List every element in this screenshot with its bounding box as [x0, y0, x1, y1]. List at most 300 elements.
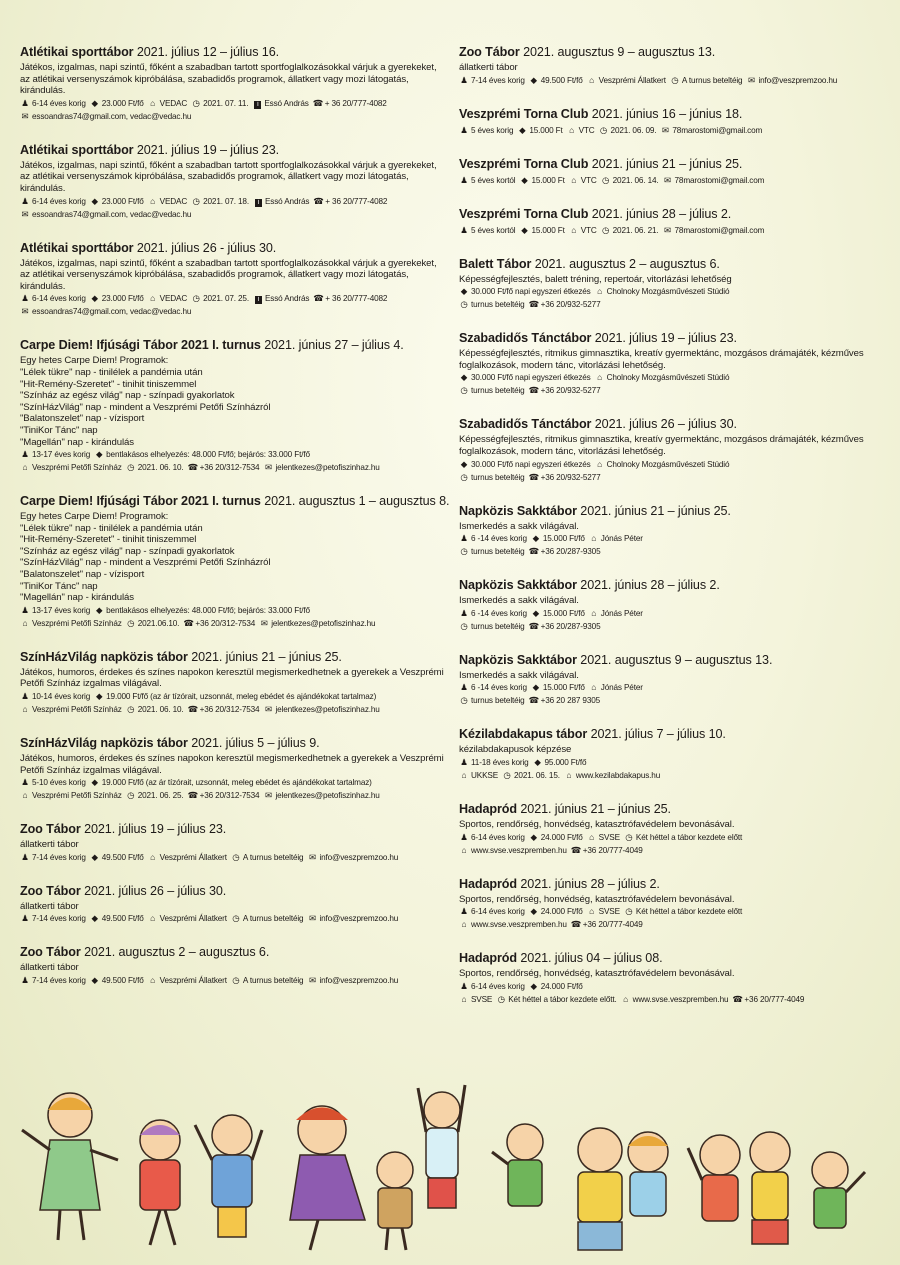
camp-dates: 2021. június 21 – június 25. [191, 649, 342, 664]
camp-name: SzínHázVilág napközis tábor [20, 649, 188, 664]
meta-text: A turnus beteltéig [242, 852, 304, 862]
meta-text: 49.500 Ft/fő [540, 75, 583, 85]
camp-description: Ismerkedés a sakk világával. [459, 669, 579, 681]
camp-description: kézilabdakapusok képzése [459, 744, 572, 756]
left-column [20, 44, 450, 1006]
person-icon: ♟ [21, 691, 29, 702]
person-icon: ♟ [460, 831, 468, 842]
camp-title [20, 883, 450, 899]
meta-item [459, 683, 527, 692]
camp-name: Szabadidős Tánctábor [459, 331, 592, 346]
camp-description: Petőfi Színház izgalmas világával. [20, 678, 162, 690]
camp-entry [459, 652, 884, 708]
meta-item [253, 197, 309, 206]
meta-text: 15.000 Ft [531, 225, 565, 235]
child-9 [628, 1132, 668, 1216]
meta-item [313, 197, 387, 206]
meta-item [188, 705, 260, 714]
meta-item [94, 606, 310, 615]
camp-title [459, 577, 884, 593]
camp-description: Egy hetes Carpe Diem! Programok: [20, 355, 169, 367]
meta-text: 7-14 éves korig [32, 914, 86, 924]
camp-meta-row [20, 208, 450, 221]
camp-description: kirándulás. [20, 182, 66, 194]
price-tag-icon: ◆ [95, 449, 103, 460]
child-8 [578, 1128, 622, 1250]
meta-item [529, 547, 601, 556]
phone-icon: ☎ [528, 546, 540, 557]
price-tag-icon: ◆ [95, 691, 103, 702]
house-icon: ⌂ [589, 906, 595, 917]
meta-text: SVSE [598, 832, 620, 842]
camp-entry [459, 256, 884, 312]
info-icon: i [254, 101, 261, 109]
meta-item [589, 534, 643, 543]
meta-text: 10-14 éves korig [32, 692, 91, 702]
camp-description: állatkerti tábor [20, 962, 79, 974]
meta-text: 2021. 07. 18. [203, 196, 249, 206]
meta-text: 78marostomi@gmail.com [672, 125, 763, 135]
meta-item [502, 771, 560, 780]
person-icon: ♟ [460, 124, 468, 135]
camp-description: Játékos, humoros, érdekes és színes napokon keresztül megismerkedhetnek a gyerekek a Veszprémi [20, 753, 444, 765]
meta-text: bentlakásos elhelyezés: 48.000 Ft/fő; bejárós: 33.000 Ft/fő [106, 605, 310, 615]
meta-item [624, 833, 742, 842]
meta-text: Jónás Péter [600, 683, 643, 693]
meta-item [569, 226, 597, 235]
camp-name: Zoo Tábor [20, 945, 81, 960]
meta-text: Essó András [264, 98, 309, 108]
price-tag-icon: ◆ [95, 604, 103, 615]
meta-item [529, 833, 583, 842]
camp-meta-row [459, 174, 884, 187]
camp-meta-row [459, 458, 884, 471]
meta-text: SVSE [598, 907, 620, 917]
meta-item [191, 197, 249, 206]
person-icon: ♟ [460, 533, 468, 544]
phone-icon: ☎ [732, 993, 743, 1004]
meta-item [459, 76, 525, 85]
camp-entry [20, 883, 450, 926]
price-tag-icon: ◆ [532, 682, 540, 693]
camp-meta-row [459, 298, 884, 311]
meta-text: 2021.06.10. [137, 618, 180, 628]
clock-icon: ◷ [127, 617, 135, 628]
meta-item[interactable] [259, 619, 375, 628]
camp-description: Sportos, rendőrség, honvédség, katasztrófavédelem bevonásával. [459, 893, 735, 905]
meta-text: info@veszpremzoo.hu [758, 75, 838, 85]
meta-text: info@veszpremzoo.hu [319, 852, 399, 862]
meta-item[interactable] [307, 853, 398, 862]
house-icon: ⌂ [597, 286, 603, 297]
meta-item [595, 287, 730, 296]
camp-name: Atlétikai sporttábor [20, 240, 134, 255]
email-icon: ✉ [308, 913, 316, 924]
meta-text: Jónás Péter [600, 534, 643, 544]
meta-item [459, 609, 527, 618]
meta-item [148, 853, 227, 862]
meta-item[interactable] [663, 176, 765, 185]
person-icon: ♟ [460, 174, 468, 185]
camp-description: Játékos, izgalmas, napi szintű, főként a szabadban tartott sportfoglalkozásokkal várjuk a gyerekeket, [20, 62, 437, 73]
phone-icon: ☎ [187, 704, 199, 715]
child-11 [750, 1132, 790, 1244]
camp-description: "TiniKor Tánc" nap [20, 580, 98, 592]
email-icon: ✉ [260, 617, 268, 628]
camp-meta-row [20, 110, 450, 123]
camp-name: Napközis Sakktábor [459, 503, 577, 518]
meta-item [231, 976, 304, 985]
price-tag-icon: ◆ [530, 74, 537, 85]
phone-icon: ☎ [528, 695, 540, 706]
camp-meta-row [459, 694, 884, 707]
meta-item [587, 907, 620, 916]
meta-text: 24.000 Ft/fő [540, 832, 583, 842]
meta-item [459, 907, 525, 916]
camp-description: az atlétikai versenyszámok kipróbálása, szabadidős programok, állatkert vagy mozi látogatás, [20, 73, 409, 85]
price-tag-icon: ◆ [530, 906, 537, 917]
camp-description: "Magellán" nap - kirándulás [20, 436, 134, 448]
clock-icon: ◷ [127, 790, 135, 801]
camp-description: "Színház az egész világ" nap - színpadi gyakorlatok [20, 545, 235, 557]
house-icon: ⌂ [591, 607, 597, 618]
clock-icon: ◷ [671, 74, 679, 85]
clock-icon: ◷ [625, 831, 633, 842]
price-tag-icon: ◆ [521, 174, 528, 185]
child-7 [492, 1124, 543, 1206]
meta-item [571, 846, 643, 855]
person-icon: ♟ [21, 449, 29, 460]
phone-icon: ☎ [313, 195, 324, 206]
meta-item[interactable] [307, 976, 398, 985]
meta-text: turnus beteltéig [471, 621, 525, 631]
meta-item [459, 833, 525, 842]
camp-description: Képességfejlesztés, balett tréning, repertoár, vitorlázási lehetőség [459, 273, 732, 285]
meta-item [569, 176, 597, 185]
meta-text: 13-17 éves korig [32, 605, 91, 615]
meta-text: 13-17 éves korig [32, 450, 91, 460]
camp-name: Hadapród [459, 951, 517, 966]
person-icon: ♟ [460, 906, 468, 917]
camp-meta-row [459, 980, 884, 993]
price-tag-icon: ◆ [91, 975, 98, 985]
camp-description: foglalkozások, modern tánc, vitorlázási lehetőség. [459, 359, 666, 371]
meta-item [459, 771, 498, 780]
meta-text: www.svse.veszpremben.hu [632, 994, 729, 1004]
meta-text: 6-14 éves korig [32, 294, 86, 304]
camp-name: SzínHázVilág napközis tábor [20, 736, 188, 751]
meta-text: 6 -14 éves korig [471, 608, 527, 618]
camp-name: Carpe Diem! Ifjúsági Tábor 2021 I. turnus [20, 494, 261, 509]
house-icon: ⌂ [597, 372, 603, 383]
email-icon: ✉ [747, 74, 755, 85]
camp-entry [20, 649, 450, 716]
camp-description: "SzínHázVilág" nap - mindent a Veszprémi Petőfi Színházról [20, 557, 271, 569]
meta-text: 6-14 éves korig [32, 196, 86, 206]
meta-item [601, 176, 659, 185]
camp-meta-row [459, 831, 884, 844]
meta-item [459, 995, 492, 1004]
meta-item [589, 683, 643, 692]
meta-item[interactable] [263, 791, 379, 800]
camp-meta-row [20, 690, 450, 703]
meta-text: Cholnoky Mozgásművészeti Stúdió [606, 287, 730, 297]
price-tag-icon: ◆ [460, 372, 468, 383]
house-icon: ⌂ [150, 293, 156, 304]
camp-dates: 2021. augusztus 2 – augusztus 6. [534, 256, 720, 271]
child-6 [418, 1085, 465, 1208]
phone-icon: ☎ [528, 385, 540, 396]
meta-text: + 36 20/777-4082 [325, 196, 388, 206]
camp-entry [20, 821, 450, 864]
clock-icon: ◷ [232, 975, 240, 985]
house-icon: ⌂ [571, 224, 577, 235]
meta-item[interactable] [459, 846, 567, 855]
clock-icon: ◷ [602, 224, 610, 235]
camp-meta-row [459, 471, 884, 484]
meta-text: 6-14 éves korig [471, 832, 525, 842]
camp-name: Szabadidős Tánctábor [459, 417, 592, 432]
meta-text: +36 20/312-7534 [199, 705, 260, 715]
camp-title [20, 944, 450, 960]
meta-item [459, 622, 525, 631]
meta-item [519, 176, 564, 185]
meta-item [126, 463, 184, 472]
camp-title [459, 652, 884, 668]
meta-item [587, 76, 666, 85]
price-tag-icon: ◆ [91, 195, 98, 206]
meta-item [253, 294, 309, 303]
meta-item [20, 705, 122, 714]
camp-name: Atlétikai sporttábor [20, 45, 134, 59]
meta-text: essoandras74@gmail.com, vedac@vedac.hu [32, 209, 192, 219]
meta-text: +36 20/777-4049 [582, 845, 643, 855]
meta-item[interactable] [263, 705, 379, 714]
camp-description: "TiniKor Tánc" nap [20, 424, 98, 436]
camp-dates: 2021. augusztus 9 – augusztus 13. [580, 652, 773, 667]
camp-dates: 2021. augusztus 1 – augusztus 8. [264, 494, 450, 509]
meta-item[interactable] [564, 771, 660, 780]
meta-item [601, 226, 659, 235]
meta-text: 5-10 éves korig [32, 778, 86, 788]
clock-icon: ◷ [127, 704, 135, 715]
camp-meta-row [459, 905, 884, 918]
camp-title [459, 106, 884, 122]
person-icon: ♟ [21, 604, 29, 615]
meta-text: 19.000 Ft/fő (az ár tízórait, uzsonnát, meleg ebédet és ajándékokat tartalmaz) [106, 692, 377, 702]
camp-meta-row [459, 769, 884, 782]
meta-text: 6-14 éves korig [471, 907, 525, 917]
camp-description: "Hit-Remény-Szeretet" - tinihit tiniszemmel [20, 534, 197, 546]
camp-description: állatkerti tábor [459, 62, 518, 73]
price-tag-icon: ◆ [460, 286, 468, 297]
meta-item [595, 373, 730, 382]
meta-item [517, 126, 562, 135]
camp-dates: 2021. június 16 – június 18. [591, 106, 743, 121]
meta-item[interactable] [20, 307, 191, 316]
meta-item[interactable] [621, 995, 729, 1004]
meta-item [459, 758, 529, 767]
camp-meta-row [459, 607, 884, 620]
meta-item [533, 758, 587, 767]
camp-meta-row [459, 384, 884, 397]
person-icon: ♟ [460, 224, 468, 235]
meta-item [529, 473, 601, 482]
camp-description: Képességfejlesztés, ritmikus gimnasztika, kreatív gyermektánc, mozgásos drámajáték, kézműves [459, 348, 864, 360]
camp-meta-row [20, 305, 450, 318]
email-icon: ✉ [664, 224, 671, 235]
meta-text: +36 20/287-9305 [540, 547, 601, 557]
meta-item [496, 995, 616, 1004]
camp-dates: 2021. július 26 - július 30. [136, 240, 277, 255]
camp-name: Zoo Tábor [20, 822, 81, 837]
meta-text: Veszprémi Petőfi Színház [32, 705, 122, 715]
meta-text: VEDAC [159, 98, 188, 108]
camp-meta-row [459, 545, 884, 558]
meta-text: Veszprémi Állatkert [159, 852, 227, 862]
camp-title [20, 493, 450, 509]
meta-item [20, 778, 86, 787]
camp-dates: 2021. június 21 – június 25. [580, 503, 731, 518]
price-tag-icon: ◆ [91, 97, 98, 108]
meta-item [90, 853, 144, 862]
camp-description: Játékos, izgalmas, napi szintű, főként a szabadban tartott sportfoglalkozásokkal várjuk a gyerekeket, [20, 159, 437, 171]
email-icon: ✉ [21, 306, 29, 317]
meta-item[interactable] [660, 126, 762, 135]
meta-text: Veszprémi Állatkert [159, 914, 227, 924]
camp-description: foglalkozások, modern tánc, vitorlázási lehetőség. [459, 445, 666, 457]
camp-dates: 2021. június 28 – július 2. [591, 206, 732, 221]
meta-text: turnus beteltéig [471, 547, 525, 557]
meta-text: jelentkezes@petofiszinhaz.hu [275, 705, 380, 715]
meta-item [90, 914, 144, 923]
camp-title [459, 726, 884, 742]
house-icon: ⌂ [150, 975, 156, 985]
meta-item [126, 619, 180, 628]
meta-item [94, 692, 376, 701]
meta-item[interactable] [263, 463, 379, 472]
camp-entry [459, 876, 884, 932]
house-icon: ⌂ [22, 704, 28, 715]
meta-item [459, 547, 525, 556]
meta-item [20, 692, 90, 701]
camp-description: Sportos, rendőrség, honvédség, katasztrófavédelem bevonásával. [459, 968, 735, 980]
camp-name: Balett Tábor [459, 256, 532, 271]
meta-item [90, 99, 144, 108]
meta-text: 15.000 Ft [529, 125, 563, 135]
meta-text: 15.000 Ft/fő [542, 683, 585, 693]
camp-entry [459, 44, 884, 87]
web-icon: ⌂ [566, 769, 572, 780]
meta-text: 6 -14 éves korig [471, 534, 527, 544]
camp-title [459, 801, 884, 817]
meta-item[interactable] [459, 920, 567, 929]
person-icon: ♟ [21, 777, 29, 788]
meta-text: +36 20/777-4049 [582, 920, 643, 930]
email-icon: ✉ [264, 462, 272, 473]
camp-title [459, 416, 884, 432]
camp-description: kirándulás. [20, 85, 66, 97]
meta-text: UKKSE [471, 770, 499, 780]
phone-icon: ☎ [187, 462, 199, 473]
child-12 [812, 1152, 865, 1228]
meta-text: VTC [580, 225, 597, 235]
person-icon: ♟ [460, 607, 468, 618]
camp-description: Sportos, rendőrség, honvédség, katasztrófavédelem bevonásával. [459, 818, 735, 830]
meta-item [732, 995, 804, 1004]
email-icon: ✉ [21, 110, 29, 121]
meta-item [459, 300, 525, 309]
meta-item [148, 197, 187, 206]
camp-dates: 2021. július 26 – július 30. [84, 883, 227, 898]
camp-name: Carpe Diem! Ifjúsági Tábor 2021 I. turnus [20, 338, 261, 353]
meta-item [459, 534, 527, 543]
meta-item [313, 294, 387, 303]
camp-title [20, 44, 450, 60]
phone-icon: ☎ [528, 620, 540, 631]
person-icon: ♟ [21, 97, 29, 108]
meta-item[interactable] [663, 226, 765, 235]
camp-title [459, 503, 884, 519]
meta-item [20, 791, 122, 800]
person-icon: ♟ [21, 195, 29, 206]
person-icon: ♟ [460, 682, 468, 693]
camp-description: "Balatonszelet" nap - vízisport [20, 413, 145, 425]
price-tag-icon: ◆ [532, 607, 540, 618]
camp-meta-row [459, 681, 884, 694]
camp-description: Petőfi Színház izgalmas világával. [20, 764, 162, 776]
person-icon: ♟ [460, 74, 468, 85]
camp-title [20, 240, 450, 256]
meta-item [20, 914, 86, 923]
camp-name: Atlétikai sporttábor [20, 142, 134, 157]
camp-meta-row [20, 292, 450, 305]
meta-text: 30.000 Ft/fő napi egyszeri étkezés [471, 373, 591, 383]
meta-item [571, 920, 643, 929]
phone-icon: ☎ [528, 471, 540, 482]
meta-item [459, 460, 591, 469]
info-icon: i [255, 296, 262, 304]
house-icon: ⌂ [589, 831, 595, 842]
meta-text: +36 20/312-7534 [195, 618, 256, 628]
clock-icon: ◷ [599, 124, 608, 135]
camp-meta-row [20, 617, 450, 630]
camp-description: az atlétikai versenyszámok kipróbálása, szabadidős programok, állatkert vagy mozi látogatás, [20, 269, 409, 281]
meta-item [459, 176, 515, 185]
camp-dates: 2021. június 21 – június 25. [520, 801, 671, 816]
meta-text: info@veszpremzoo.hu [319, 914, 399, 924]
clock-icon: ◷ [460, 385, 468, 396]
meta-text: jelentkezes@petofiszinhaz.hu [271, 618, 376, 628]
meta-item[interactable] [307, 914, 398, 923]
meta-text: 95.000 Ft/fő [544, 757, 587, 767]
camp-dates: 2021. június 28 – július 2. [520, 876, 660, 891]
meta-item [531, 534, 585, 543]
meta-text: A turnus beteltéig [242, 976, 304, 985]
meta-item[interactable] [746, 76, 837, 85]
house-icon: ⌂ [589, 74, 595, 85]
meta-text: 15.000 Ft/fő [542, 608, 585, 618]
camp-meta-row [459, 993, 884, 1006]
meta-item[interactable] [20, 210, 191, 219]
meta-text: VEDAC [159, 294, 188, 304]
meta-item [188, 463, 260, 472]
child-4 [290, 1106, 365, 1250]
meta-text: www.svse.veszpremben.hu [471, 920, 567, 930]
camp-dates: 2021. június 27 – július 4. [264, 338, 404, 353]
meta-item[interactable] [20, 112, 191, 121]
meta-text: Veszprémi Állatkert [159, 976, 227, 985]
